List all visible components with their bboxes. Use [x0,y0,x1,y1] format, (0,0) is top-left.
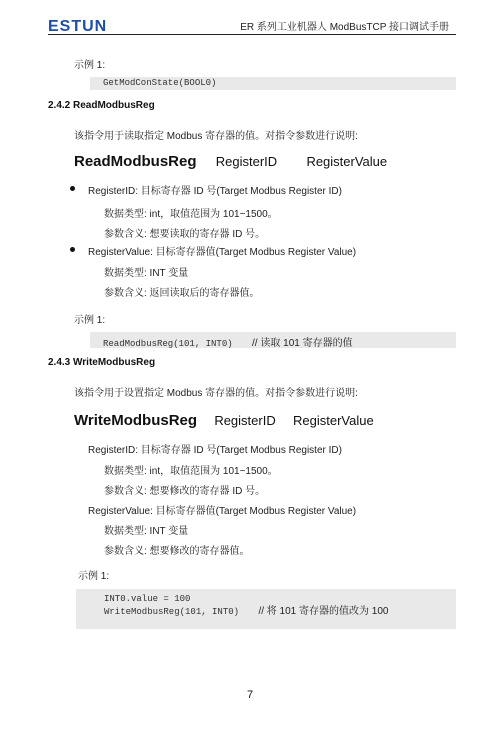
document-header-title: ER 系列工业机器人 ModBusTCP 接口调试手册 [240,22,449,33]
read-syntax-function: ReadModbusReg [74,153,197,170]
write-param-register-id-meaning: 参数含义: 想要修改的寄存器 ID 号。 [104,486,266,497]
intro-code-line: GetModConState(BOOL0) [103,78,217,88]
estun-logo: ESTUN [48,18,108,35]
write-syntax-param-register-id: RegisterID [214,413,276,428]
write-code-block [76,589,456,629]
write-syntax-function: WriteModbusReg [74,412,198,429]
intro-code-block [90,77,456,90]
write-code-comment: // 将 101 寄存器的值改为 100 [258,606,389,617]
write-code-line-1: INT0.value = 100 [104,594,191,604]
write-param-register-id-title: RegisterID: 目标寄存器 ID 号(Target Modbus Register ID) [88,445,342,456]
write-param-register-value-title: RegisterValue: 目标寄存器值(Target Modbus Register Value) [88,506,357,517]
read-param-register-id-meaning: 参数含义: 想要读取的寄存器 ID 号。 [104,229,266,240]
write-param-register-value-meaning: 参数含义: 想要修改的寄存器值。 [104,546,250,557]
read-param-register-value-meaning: 参数含义: 返回读取后的寄存器值。 [104,288,260,299]
section-heading-read-modbus-reg: 2.4.2 ReadModbusReg [48,100,155,111]
read-code-block [90,332,456,348]
read-syntax-param-register-value: RegisterValue [306,154,388,169]
read-example-label: 示例 1: [74,315,106,326]
bullet-icon [70,186,75,191]
intro-example-label: 示例 1: [74,60,106,71]
write-syntax [74,412,374,429]
write-example-label: 示例 1: [78,571,110,582]
section-heading-write-modbus-reg: 2.4.3 WriteModbusReg [48,357,156,368]
read-code-comment: // 读取 101 寄存器的值 [252,338,353,349]
write-param-register-value-type: 数据类型: INT 变量 [104,526,189,537]
read-param-register-value-type: 数据类型: INT 变量 [104,268,189,279]
read-syntax [74,153,387,170]
page-number: 7 [246,689,254,701]
read-param-register-id-title: RegisterID: 目标寄存器 ID 号(Target Modbus Register ID) [88,186,342,197]
read-code-line: ReadModbusReg(101, INT0) [103,339,233,349]
write-param-register-id-type: 数据类型: int，取值范围为 101~1500。 [104,466,278,477]
read-param-register-value-title: RegisterValue: 目标寄存器值(Target Modbus Register Value) [88,247,357,258]
read-description: 该指令用于读取指定 Modbus 寄存器的值。对指令参数进行说明: [74,131,358,142]
read-syntax-param-register-id: RegisterID [215,154,278,169]
write-code-line-2: WriteModbusReg(101, INT0) [104,607,240,617]
write-syntax-param-register-value: RegisterValue [292,413,374,428]
bullet-icon [70,247,75,252]
write-description: 该指令用于设置指定 Modbus 寄存器的值。对指令参数进行说明: [74,388,358,399]
header-divider [48,34,456,35]
read-param-register-id-type: 数据类型: int，取值范围为 101~1500。 [104,209,278,220]
